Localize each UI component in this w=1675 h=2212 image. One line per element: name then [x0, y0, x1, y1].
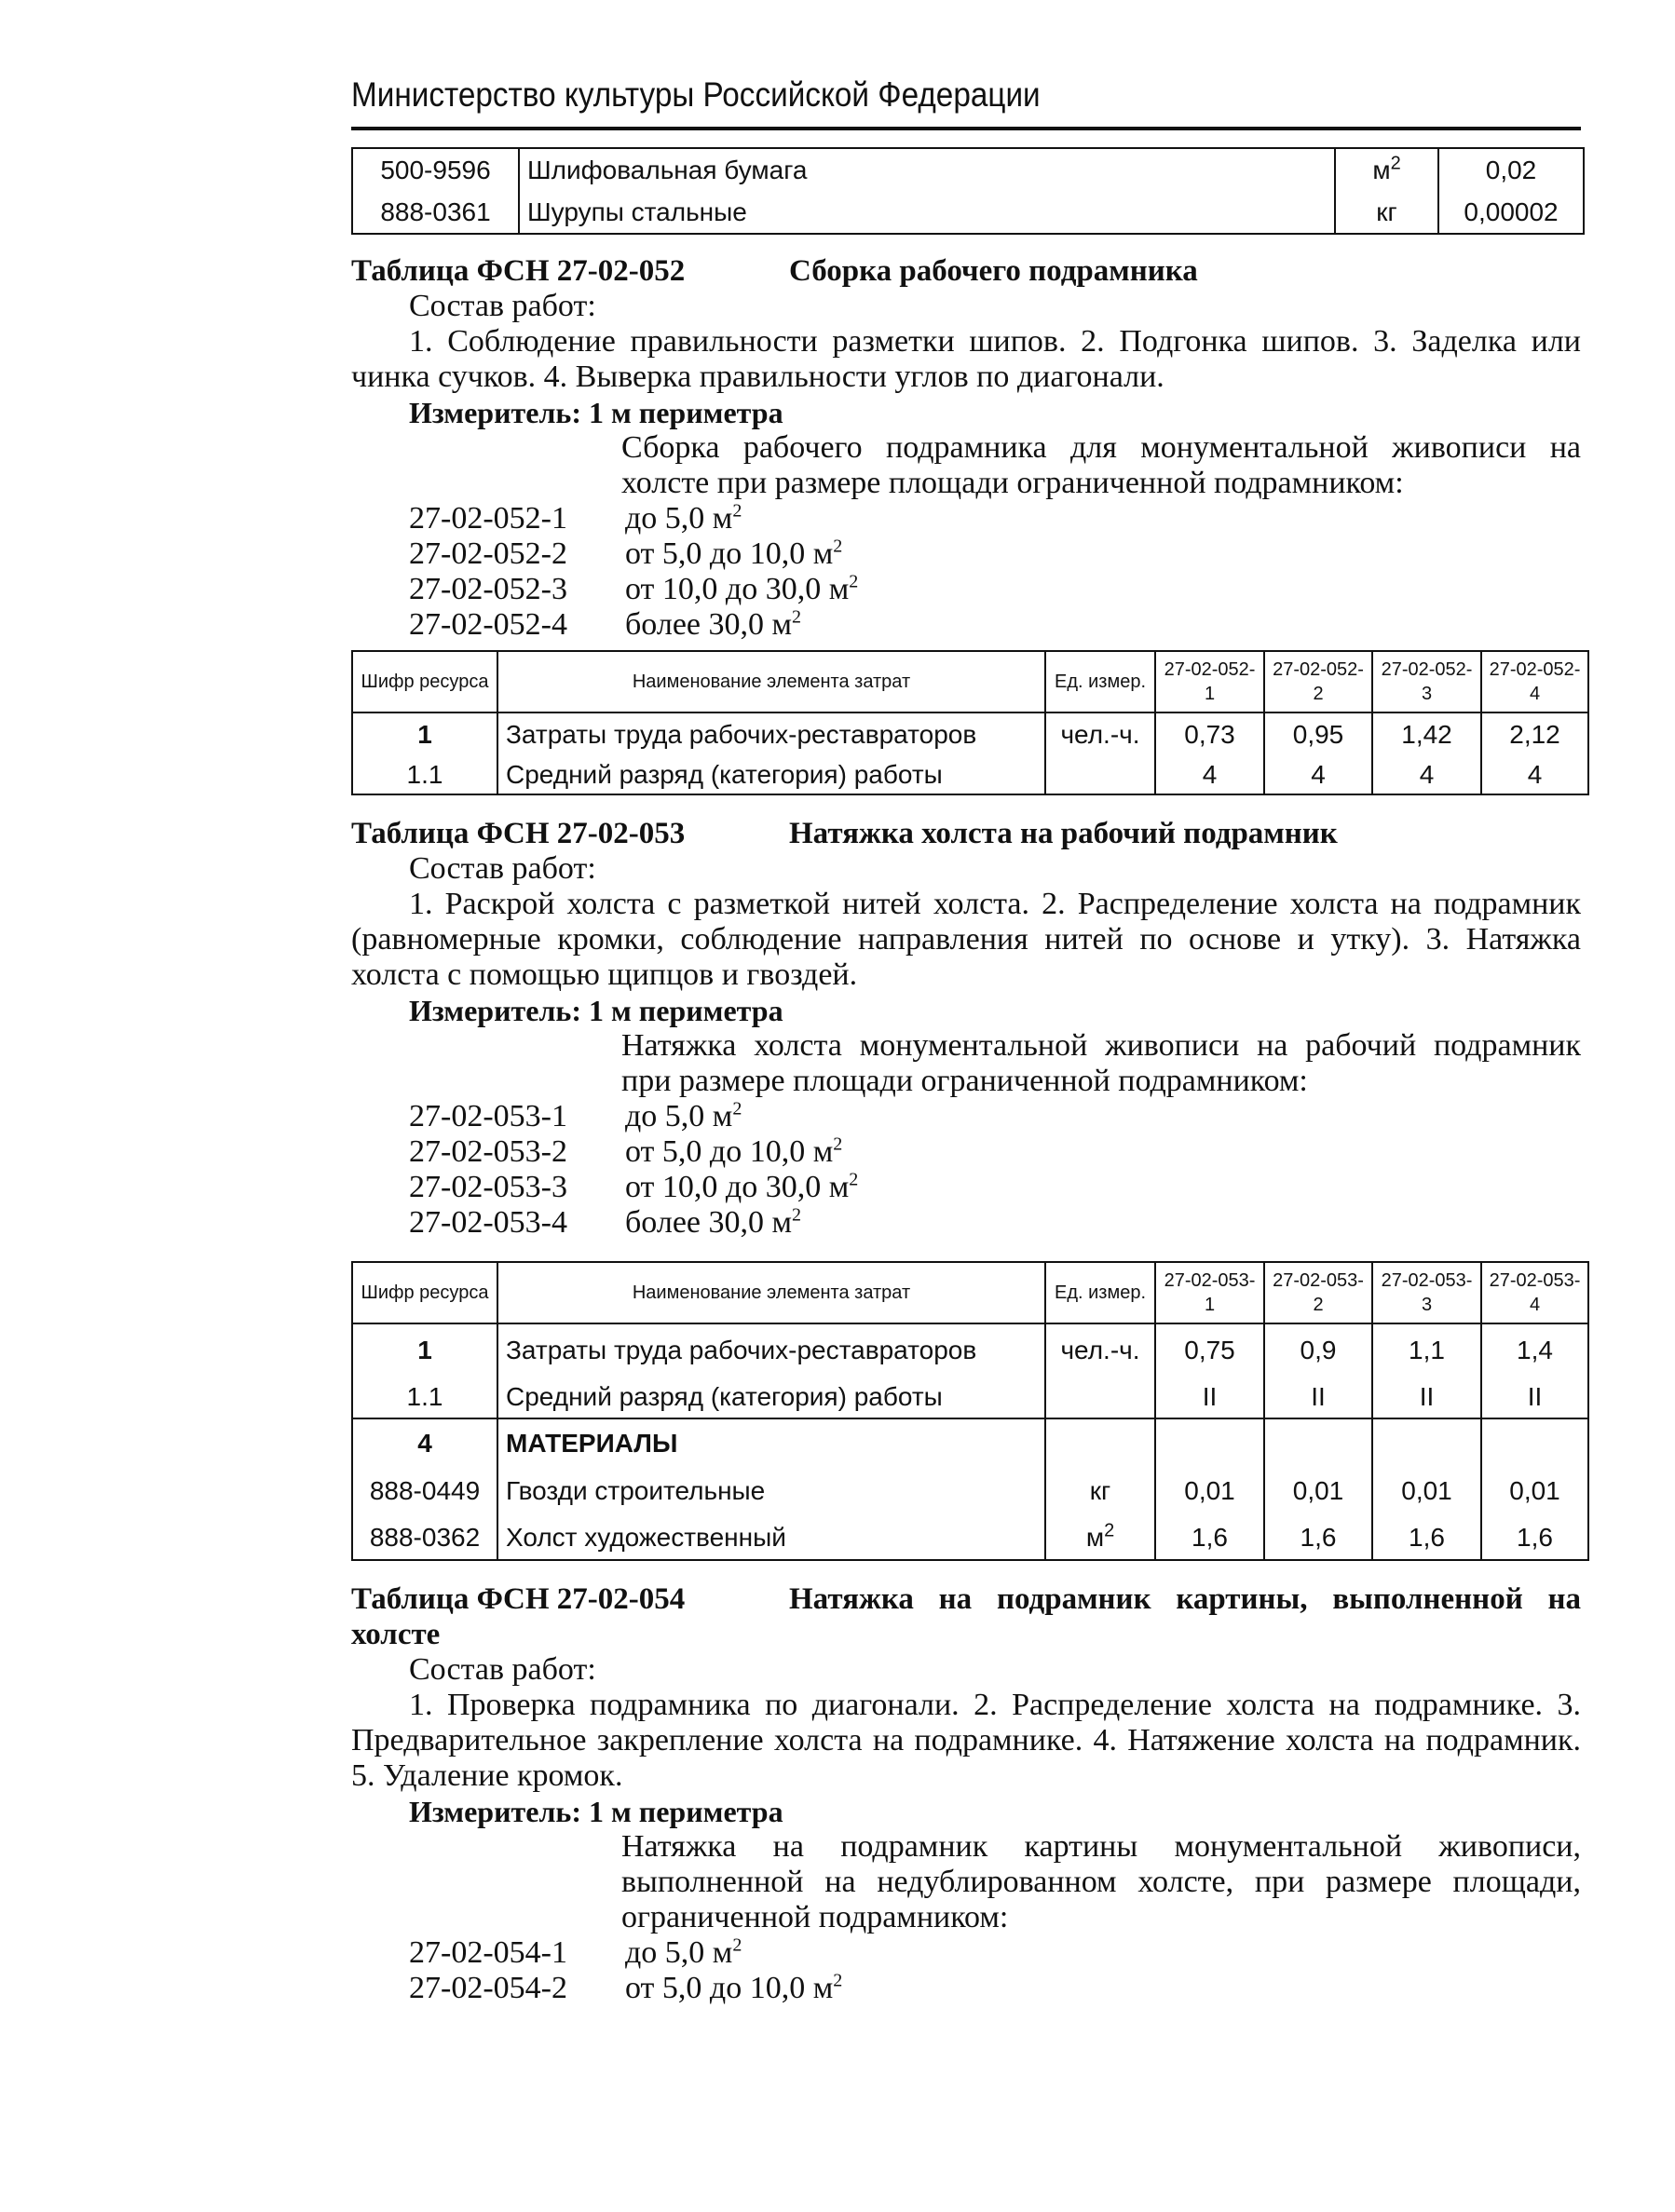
variant-text: от 5,0 до 10,0 $м^2$: [625, 1970, 843, 2005]
section-heading-cell: МАТЕРИАЛЫ: [497, 1418, 1045, 1467]
value-cell: 1,6: [1481, 1515, 1588, 1560]
table-row: [352, 1467, 1588, 1515]
variant-text: более 30,0 $м^2$: [625, 606, 802, 642]
resource-name: Шурупы стальные: [519, 191, 1335, 234]
section-title: [351, 253, 1581, 289]
cost-table-053: [351, 1261, 1589, 1561]
resource-code: 4: [352, 1418, 497, 1467]
value-cell: [1264, 1418, 1372, 1467]
variant-code: 27-02-052-2: [409, 536, 567, 571]
value-cell: 1,6: [1264, 1515, 1372, 1560]
table-row: [352, 1323, 1588, 1376]
resource-name: Гвозди строительные: [497, 1467, 1045, 1515]
value-cell: 4: [1372, 755, 1481, 794]
resource-name: Затраты труда рабочих-реставраторов: [497, 712, 1045, 755]
table-row: [352, 1376, 1588, 1418]
resource-code: 1: [352, 712, 497, 755]
measure-unit: Измеритель: 1 м периметра: [409, 396, 783, 429]
composition-text: 1. Раскрой холста с разметкой нитей холста. 2. Распределение холста на подрамник (равномерные кромки, соблюдение направления нитей по основе и утку). 3. Натяжка холста с помощью щипцов и гвоздей.: [351, 887, 1581, 992]
variant-code: 27-02-053-2: [409, 1134, 567, 1169]
table-row: [352, 1515, 1588, 1560]
header-cell: 27-02-052-3: [1372, 651, 1481, 712]
variant-row: [351, 1170, 1581, 1205]
variants-description: Сборка рабочего подрамника для монументальной живописи на холсте при размере площади ограниченной подрамником:: [621, 430, 1581, 500]
value-cell: 0,01: [1372, 1467, 1481, 1515]
table-code: Таблица ФСН 27-02-053: [351, 817, 686, 850]
variant-row: [351, 607, 1581, 643]
table-title: Натяжка холста на рабочий подрамник: [789, 817, 1338, 850]
composition-text: 1. Проверка подрамника по диагонали. 2. Распределение холста на подрамнике. 3. Предварительное закрепление холста на подрамнике. 4. Натяжение холста на подрамник. 5. Удаление кромок.: [351, 1688, 1581, 1793]
variant-row: [351, 1134, 1581, 1170]
measure-unit: Измеритель: 1 м периметра: [409, 1795, 783, 1828]
header-cell: Наименование элемента затрат: [497, 1262, 1045, 1323]
value-cell: 4: [1264, 755, 1372, 794]
variant-row: [351, 1205, 1581, 1241]
section-title: [351, 816, 1581, 851]
variant-text: до 5,0 $м^2$: [625, 500, 742, 536]
table-row: [352, 191, 1584, 234]
composition-label: Состав работ:: [409, 289, 596, 323]
resource-name: Средний разряд (категория) работы: [497, 755, 1045, 794]
resource-code: 888-0449: [352, 1467, 497, 1515]
variant-text: более 30,0 $м^2$: [625, 1204, 802, 1240]
unit-cell: чел.-ч.: [1045, 1323, 1155, 1376]
value-cell: [1372, 1418, 1481, 1467]
value-cell: II: [1264, 1376, 1372, 1418]
table-code: Таблица ФСН 27-02-052: [351, 254, 686, 288]
unit-cell: [1045, 1376, 1155, 1418]
header-cell: Наименование элемента затрат: [497, 651, 1045, 712]
variants-description: Натяжка холста монументальной живописи на рабочий подрамник при размере площади ограниченной подрамником:: [621, 1028, 1581, 1098]
header-cell: 27-02-053-1: [1155, 1262, 1264, 1323]
variant-row: [351, 1935, 1581, 1971]
variant-row: [351, 1971, 1581, 2006]
composition-label: Состав работ:: [409, 851, 596, 886]
table-row: [352, 712, 1588, 755]
measure-unit: Измеритель: 1 м периметра: [409, 994, 783, 1027]
resource-name: Холст художественный: [497, 1515, 1045, 1560]
unit-cell: $м^2$: [1335, 148, 1438, 191]
header-cell: Ед. измер.: [1045, 651, 1155, 712]
value-cell: 0,73: [1155, 712, 1264, 755]
value-cell: [1155, 1418, 1264, 1467]
value-cell: 1,6: [1372, 1515, 1481, 1560]
header-cell: 27-02-052-2: [1264, 651, 1372, 712]
variant-text: до 5,0 $м^2$: [625, 1098, 742, 1133]
value-cell: 1,42: [1372, 712, 1481, 755]
cost-table-052: [351, 650, 1589, 795]
variant-row: [351, 1099, 1581, 1134]
variant-row: [351, 536, 1581, 572]
header-cell: Ед. измер.: [1045, 1262, 1155, 1323]
composition-text: 1. Соблюдение правильности разметки шипов. 2. Подгонка шипов. 3. Заделка или чинка сучков. 4. Выверка правильности углов по диагонали.: [351, 324, 1581, 394]
value-cell: II: [1372, 1376, 1481, 1418]
variant-code: 27-02-053-1: [409, 1099, 567, 1133]
variant-code: 27-02-052-4: [409, 607, 567, 642]
header-cell: 27-02-053-3: [1372, 1262, 1481, 1323]
variant-text: от 10,0 до 30,0 $м^2$: [625, 1169, 859, 1204]
resource-code: 1: [352, 1323, 497, 1376]
header-cell: 27-02-052-4: [1481, 651, 1588, 712]
document-page: [351, 75, 1581, 2006]
value-cell: 1,1: [1372, 1323, 1481, 1376]
variant-text: от 5,0 до 10,0 $м^2$: [625, 536, 843, 571]
variant-row: [351, 572, 1581, 607]
table-row: [352, 755, 1588, 794]
variant-text: от 10,0 до 30,0 $м^2$: [625, 571, 859, 606]
value-cell: 4: [1481, 755, 1588, 794]
variant-code: 27-02-053-3: [409, 1170, 567, 1204]
unit-cell: кг: [1045, 1467, 1155, 1515]
variant-code: 27-02-052-1: [409, 501, 567, 536]
unit-cell: $м^2$: [1045, 1515, 1155, 1560]
resource-code: 888-0361: [352, 191, 519, 234]
table-code: Таблица ФСН 27-02-054: [351, 1582, 686, 1616]
header-cell: Шифр ресурса: [352, 1262, 497, 1323]
value-cell: II: [1155, 1376, 1264, 1418]
variant-row: [351, 501, 1581, 536]
resource-code: 1.1: [352, 755, 497, 794]
table-row: [352, 1418, 1588, 1467]
materials-continuation-table: [351, 147, 1585, 235]
running-header: Министерство культуры Российской Федерации: [351, 75, 1041, 114]
value-cell: 0,75: [1155, 1323, 1264, 1376]
resource-code: 500-9596: [352, 148, 519, 191]
unit-cell: [1045, 1418, 1155, 1467]
value-cell: 0,02: [1438, 148, 1584, 191]
unit-cell: [1045, 755, 1155, 794]
table-header-row: [352, 1262, 1588, 1323]
value-cell: 0,01: [1481, 1467, 1588, 1515]
value-cell: 1,6: [1155, 1515, 1264, 1560]
resource-code: 1.1: [352, 1376, 497, 1418]
variant-text: от 5,0 до 10,0 $м^2$: [625, 1133, 843, 1169]
value-cell: [1481, 1418, 1588, 1467]
header-cell: 27-02-053-2: [1264, 1262, 1372, 1323]
variant-text: до 5,0 $м^2$: [625, 1934, 742, 1970]
variants-description: Натяжка на подрамник картины монументальной живописи, выполненной на недублированном холсте, при размере площади, ограниченной подрамником:: [621, 1829, 1581, 1934]
value-cell: 0,01: [1264, 1467, 1372, 1515]
resource-name: Средний разряд (категория) работы: [497, 1376, 1045, 1418]
value-cell: 0,00002: [1438, 191, 1584, 234]
value-cell: 2,12: [1481, 712, 1588, 755]
value-cell: 0,01: [1155, 1467, 1264, 1515]
value-cell: II: [1481, 1376, 1588, 1418]
variant-code: 27-02-054-2: [409, 1971, 567, 2005]
variant-code: 27-02-053-4: [409, 1205, 567, 1240]
value-cell: 1,4: [1481, 1323, 1588, 1376]
value-cell: 4: [1155, 755, 1264, 794]
header-rule: [351, 127, 1581, 130]
unit-cell: чел.-ч.: [1045, 712, 1155, 755]
value-cell: 0,95: [1264, 712, 1372, 755]
resource-name: Затраты труда рабочих-реставраторов: [497, 1323, 1045, 1376]
header-cell: 27-02-053-4: [1481, 1262, 1588, 1323]
table-title: Натяжка на подрамник картины, выполненной на холсте: [351, 1582, 1581, 1651]
table-title: Сборка рабочего подрамника: [789, 254, 1198, 288]
variant-code: 27-02-054-1: [409, 1935, 567, 1970]
resource-name: Шлифовальная бумага: [519, 148, 1335, 191]
composition-label: Состав работ:: [409, 1652, 596, 1687]
variant-code: 27-02-052-3: [409, 572, 567, 606]
resource-code: 888-0362: [352, 1515, 497, 1560]
table-row: [352, 148, 1584, 191]
table-header-row: [352, 651, 1588, 712]
header-cell: 27-02-052-1: [1155, 651, 1264, 712]
section-title: [351, 1581, 1581, 1652]
value-cell: 0,9: [1264, 1323, 1372, 1376]
header-cell: Шифр ресурса: [352, 651, 497, 712]
unit-cell: кг: [1335, 191, 1438, 234]
